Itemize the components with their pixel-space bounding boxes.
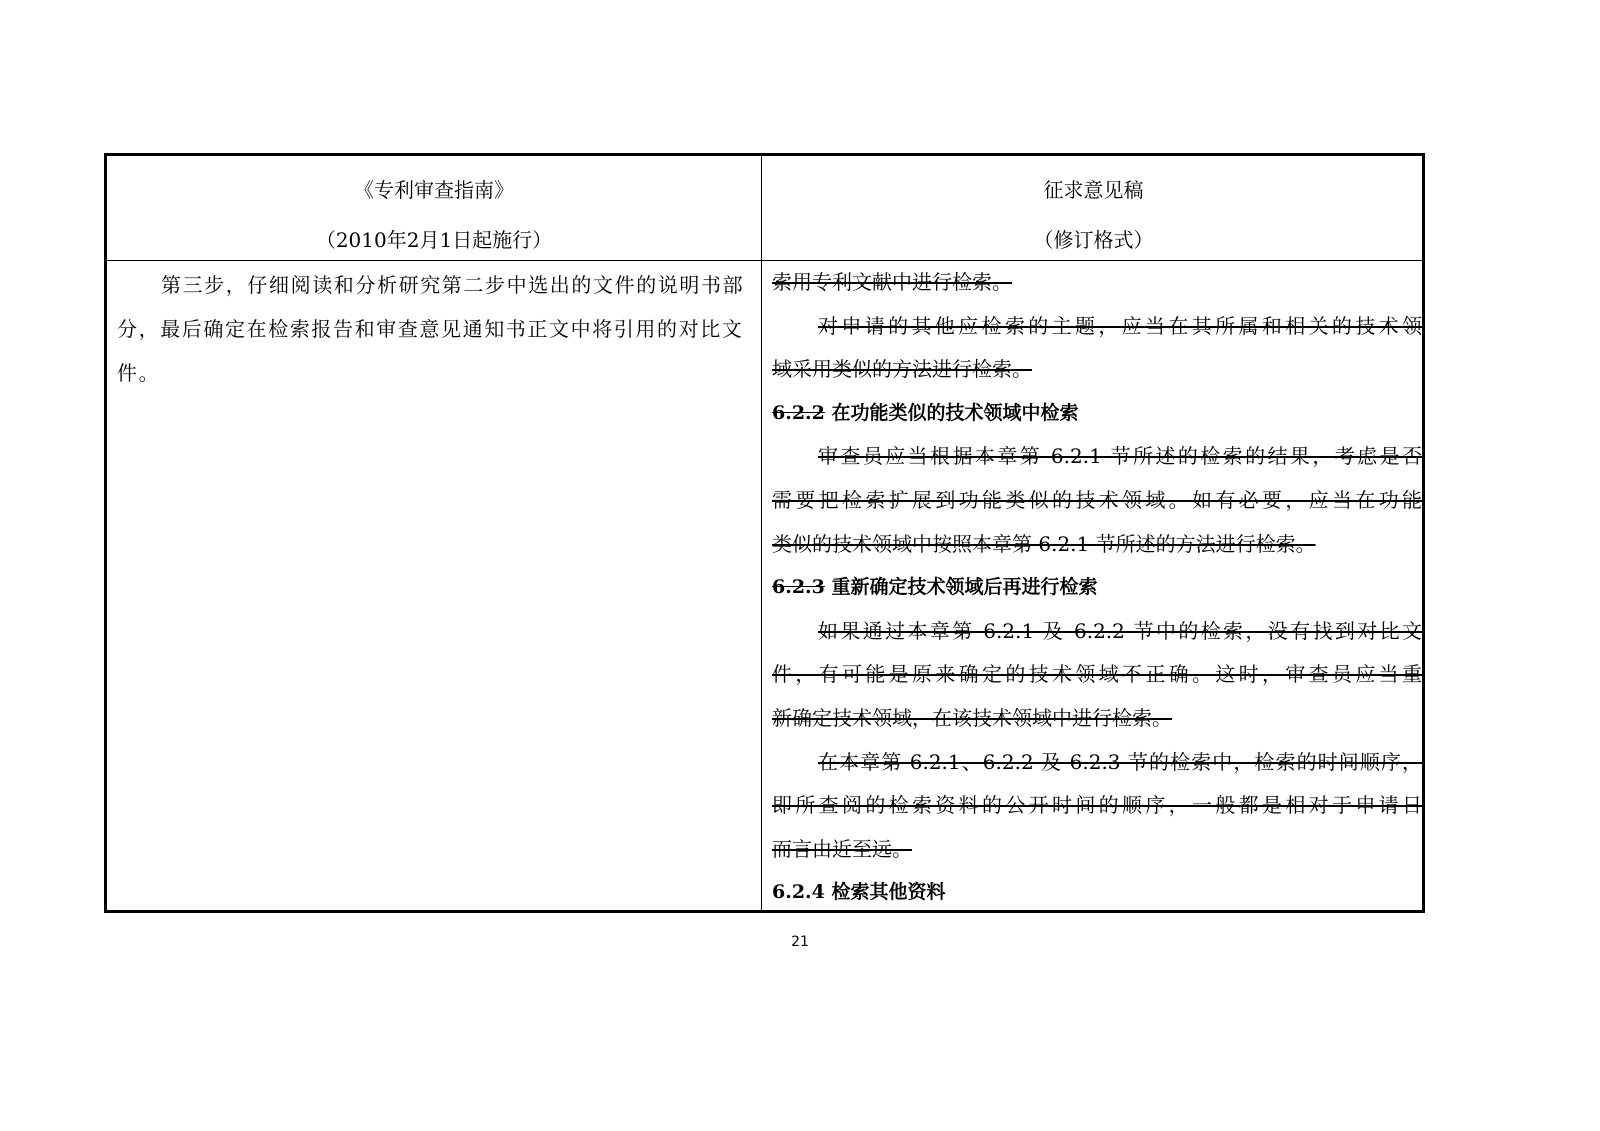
deleted-text-line: 需要把检索扩展到功能类似的技术领域。如有必要，应当在功能 <box>772 487 1422 512</box>
page-number: 21 <box>791 934 809 950</box>
deleted-text-line: 新确定技术领域，在该技术领域中进行检索。 <box>772 705 1172 730</box>
draft-title: 征求意见稿 <box>1043 178 1144 202</box>
original-guide-effective-date: （2010年2月1日起施行） <box>315 228 553 252</box>
section-heading-6-2-3: 6.2.3 重新确定技术领域后再进行检索 <box>772 576 1098 599</box>
deleted-text-line: 而言由近至远。 <box>772 836 912 861</box>
header-cell-draft <box>762 156 1425 260</box>
original-paragraph: 第三步，仔细阅读和分析研究第二步中选出的文件的说明书部分，最后确定在检索报告和审查意见通知书正文中将引用的对比文件。 <box>117 273 745 385</box>
section-heading-6-2-2: 6.2.2 在功能类似的技术领域中检索 <box>772 401 1079 424</box>
original-text-cell <box>117 261 751 910</box>
deleted-text-line: 索用专利文献中进行检索。 <box>772 270 1012 294</box>
deleted-text-line: 件，有可能是原来确定的技术领域不正确。这时，审查员应当重 <box>772 662 1422 687</box>
deleted-text-line: 对申请的其他应检索的主题，应当在其所属和相关的技术领 <box>818 313 1422 338</box>
deleted-text-line: 即所查阅的检索资料的公开时间的顺序，一般都是相对于申请日 <box>772 793 1422 818</box>
deleted-text-line: 域采用类似的方法进行检索。 <box>772 357 1032 382</box>
comparison-table <box>104 153 1425 913</box>
header-cell-original <box>107 156 761 260</box>
draft-text-cell <box>772 261 1422 910</box>
column-divider <box>761 156 762 910</box>
original-guide-title: 《专利审查指南》 <box>354 178 514 202</box>
draft-format-note: （修订格式） <box>1033 228 1154 252</box>
deleted-text-line: 类似的技术领域中按照本章第 6.2.1 节所述的方法进行检索。 <box>772 531 1316 556</box>
deleted-text-line: 如果通过本章第 6.2.1 及 6.2.2 节中的检索，没有找到对比文 <box>818 618 1422 643</box>
deleted-text-line: 在本章第 6.2.1、6.2.2 及 6.2.3 节的检索中，检索的时间顺序， <box>818 749 1422 774</box>
deleted-text-line: 审查员应当根据本章第 6.2.1 节所述的检索的结果，考虑是否 <box>818 444 1422 469</box>
section-heading-6-2-4: 6.2.4 检索其他资料 <box>772 881 946 904</box>
